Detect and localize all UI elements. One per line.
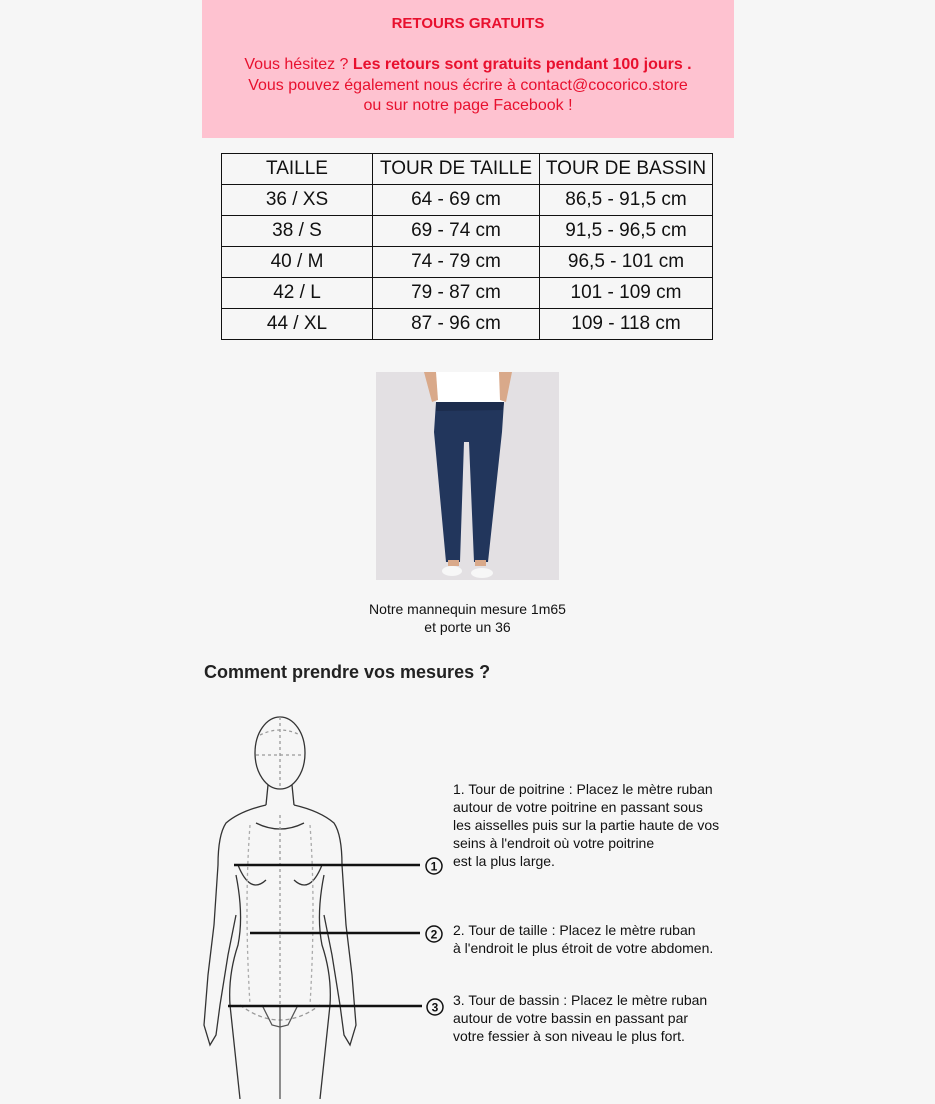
step-chest (453, 780, 753, 870)
marker-1: 1 (430, 859, 438, 874)
step-chest-line: 1. Tour de poitrine : Placez le mètre ruban (453, 781, 713, 797)
free-returns-title: RETOURS GRATUITS (391, 15, 545, 32)
hip-cell: 86,5 - 91,5 cm (540, 185, 713, 216)
model-caption (300, 600, 635, 636)
step-hip (453, 991, 753, 1045)
size-table-header (222, 154, 713, 185)
body-measurement-figure (200, 705, 460, 1099)
free-returns-banner (202, 0, 734, 138)
step-hip-line: votre fessier à son niveau le plus fort. (453, 1028, 685, 1044)
waist-cell: 87 - 96 cm (373, 309, 540, 340)
waist-cell: 79 - 87 cm (373, 278, 540, 309)
marker-2: 2 (430, 927, 438, 942)
step-chest-line: autour de votre poitrine en passant sous (453, 799, 703, 815)
free-returns-text (202, 55, 734, 117)
size-cell: 36 / XS (222, 185, 373, 216)
table-row (222, 216, 713, 247)
header-hip: TOUR DE BASSIN (540, 154, 713, 185)
waist-cell: 69 - 74 cm (373, 216, 540, 247)
table-row (222, 278, 713, 309)
step-hip-line: 3. Tour de bassin : Placez le mètre ruban (453, 992, 708, 1008)
step-waist-line: à l'endroit le plus étroit de votre abdomen. (453, 940, 714, 956)
size-table (221, 153, 713, 340)
size-cell: 44 / XL (222, 309, 373, 340)
step-chest-line: est la plus large. (453, 853, 555, 869)
table-row (222, 247, 713, 278)
model-size: et porte un 36 (424, 619, 511, 635)
size-cell: 38 / S (222, 216, 373, 247)
returns-intro: Vous hésitez ? (244, 56, 353, 73)
returns-highlight: Les retours sont gratuits pendant 100 jours . (352, 56, 692, 73)
contact-line: Vous pouvez également nous écrire à contact@cocorico.store (248, 76, 688, 94)
header-size: TAILLE (222, 154, 373, 185)
size-cell: 40 / M (222, 247, 373, 278)
table-row (222, 309, 713, 340)
body-outline-illustration (200, 705, 460, 1099)
size-cell: 42 / L (222, 278, 373, 309)
hip-cell: 96,5 - 101 cm (540, 247, 713, 278)
table-row (222, 185, 713, 216)
step-chest-line: seins à l'endroit où votre poitrine (453, 835, 655, 851)
facebook-line: ou sur notre page Facebook ! (363, 97, 573, 114)
model-height: Notre mannequin mesure 1m65 (369, 601, 566, 617)
step-waist (453, 921, 753, 957)
hip-cell: 91,5 - 96,5 cm (540, 216, 713, 247)
step-waist-line: 2. Tour de taille : Placez le mètre ruban (453, 922, 696, 938)
waist-cell: 74 - 79 cm (373, 247, 540, 278)
hip-cell: 101 - 109 cm (540, 278, 713, 309)
measure-guide-title: Comment prendre vos mesures ? (204, 662, 491, 682)
header-waist: TOUR DE TAILLE (373, 154, 540, 185)
step-hip-line: autour de votre bassin en passant par (453, 1010, 689, 1026)
model-photo (376, 372, 559, 580)
hip-cell: 109 - 118 cm (540, 309, 713, 340)
waist-cell: 64 - 69 cm (373, 185, 540, 216)
model-jeans-illustration (376, 372, 559, 580)
step-chest-line: les aisselles puis sur la partie haute de vos (453, 817, 720, 833)
marker-3: 3 (431, 1000, 439, 1015)
